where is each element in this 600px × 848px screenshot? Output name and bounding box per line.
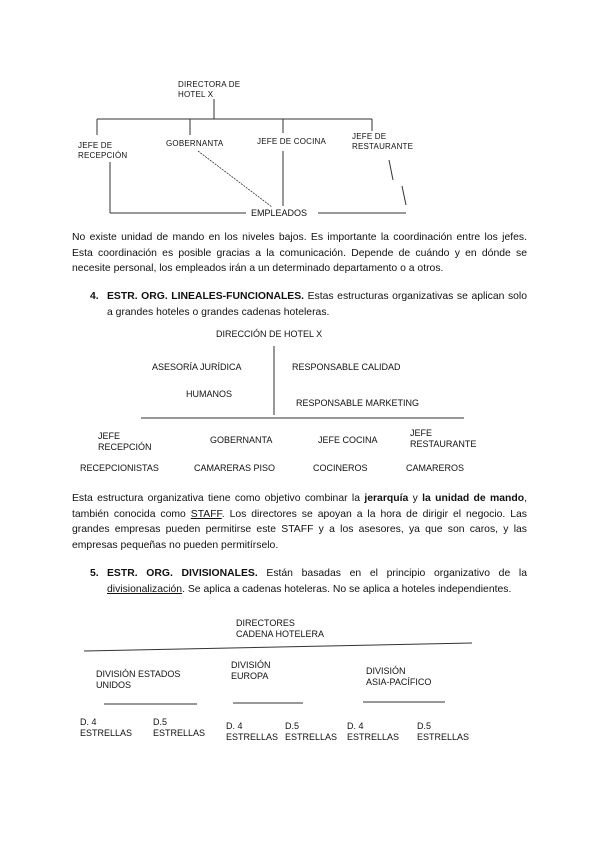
chart3-leaf-4: D.5 ESTRELLAS: [285, 721, 338, 742]
paragraph-staff-text-4: . Los directores se apoyan a la hora de dirigir el negocio. Las grandes empresas pueden permitirse este STAFF y a los asesores, ya que son caros, y las empresas pequeñas no pueden permitírselo.: [72, 508, 527, 551]
paragraph-staff-jerarquia: jerarquía: [364, 493, 409, 504]
chart1-jefe-cocina-label: JEFE DE COCINA: [257, 137, 327, 146]
chart1-empleados-label: EMPLEADOS: [251, 208, 308, 218]
chart3-division-asia-label: DIVISIÓN ASIA-PACÍFICO: [366, 666, 432, 687]
chart2-cocineros-label: COCINEROS: [313, 463, 368, 473]
paragraph-staff-staff: STAFF: [190, 508, 222, 520]
chart2-recepcionistas-label: RECEPCIONISTAS: [80, 463, 159, 473]
section-5-divisionalizacion: divisionalización: [107, 583, 183, 595]
section-4-number: 4.: [90, 291, 99, 302]
chart2-calidad-label: RESPONSABLE CALIDAD: [292, 362, 401, 372]
section-4-title: ESTR. ORG. LINEALES-FUNCIONALES.: [107, 291, 305, 302]
paragraph-staff-text-1: Esta estructura organizativa tiene como objetivo combinar la: [72, 493, 365, 504]
chart2-marketing-label: RESPONSABLE MARKETING: [296, 398, 420, 408]
chart3-division-eeuu-label: DIVISIÓN ESTADOS UNIDOS: [96, 669, 181, 690]
section-5-title: ESTR. ORG. DIVISIONALES.: [107, 568, 258, 579]
section-5-text-1: Están basadas en el principio organizativo de la: [257, 568, 527, 579]
section-4-heading: [90, 289, 527, 320]
chart2-humanos-label: HUMANOS: [186, 389, 233, 399]
paragraph-staff-text-2: y: [408, 493, 423, 504]
chart1-director-label: DIRECTORA DE HOTEL X: [178, 80, 241, 99]
paragraph-staff: [72, 491, 527, 553]
chart3-leaf-3: D. 4 ESTRELLAS: [226, 721, 279, 742]
chart3-division-europa-label: DIVISIÓN EUROPA: [231, 660, 271, 681]
chart3-leaf-2: D.5 ESTRELLAS: [153, 717, 206, 738]
paragraph-staff-unidad-mando: la unidad de mando: [422, 493, 525, 504]
chart2-jefe-recepcion-label: JEFE RECEPCIÓN: [98, 431, 152, 452]
chart2-gobernanta-label: GOBERNANTA: [210, 435, 273, 445]
paragraph-staff-text-3: , también conocida como: [72, 493, 527, 520]
chart2-camareros-label: CAMAREROS: [406, 463, 465, 473]
chart2-jefe-cocina-label: JEFE COCINA: [318, 435, 378, 445]
chart2-asesoria-label: ASESORÍA JURÍDICA: [152, 362, 242, 372]
chart2-jefe-restaurante-label: JEFE RESTAURANTE: [410, 428, 477, 449]
chart2-camareras-label: CAMARERAS PISO: [194, 463, 276, 473]
section-5-heading: [90, 566, 527, 597]
section-5-text-2: . Se aplica a cadenas hoteleras. No se aplica a hoteles independientes.: [182, 583, 512, 595]
chart1-jefe-restaurante-label: JEFE DE RESTAURANTE: [352, 132, 414, 151]
chart3-leaf-1: D. 4 ESTRELLAS: [80, 717, 133, 738]
chart3-leaf-5: D. 4 ESTRELLAS: [347, 721, 400, 742]
section-5-number: 5.: [90, 568, 99, 579]
chart3-leaf-6: D.5 ESTRELLAS: [417, 721, 470, 742]
chart3-directores-label: DIRECTORES CADENA HOTELERA: [236, 618, 325, 639]
section-4-text: Estas estructuras organizativas se aplican solo a grandes hoteles o grandes cadenas hoteleras.: [107, 291, 528, 318]
chart1-jefe-recepcion-label: JEFE DE RECEPCIÓN: [78, 141, 128, 160]
chart2-direccion-label: DIRECCIÓN DE HOTEL X: [216, 329, 323, 339]
paragraph-unidad-mando: No existe unidad de mando en los niveles bajos. Es importante la coordinación entre los jefes. Esta coordinación es posible gracias a la comunicación. Depende de cuándo y en dónde se necesite personal, los empleados irán a un determinado departamento o a otros.: [72, 232, 527, 275]
chart1-gobernanta-label: GOBERNANTA: [166, 139, 224, 148]
